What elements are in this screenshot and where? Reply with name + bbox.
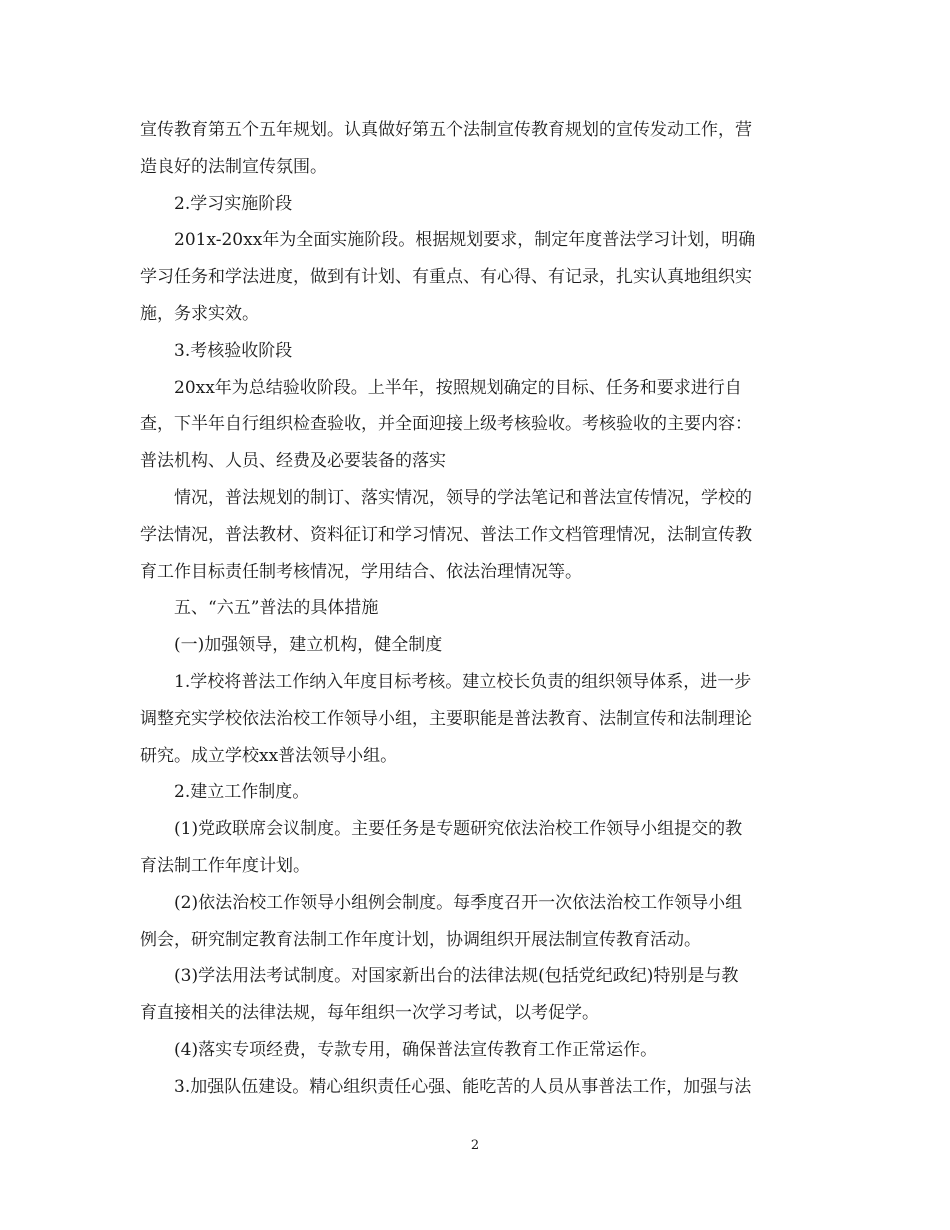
text-line: 1.学校将普法工作纳入年度目标考核。建立校长负责的组织领导体系，进一步 (174, 671, 752, 692)
text-line: 20xx年为总结验收阶段。上半年，按照规划确定的目标、任务和要求进行自 (174, 377, 742, 398)
text-line: 育工作目标责任制考核情况，学用结合、依法治理情况等。 (140, 561, 582, 582)
text-line: 学法情况，普法教材、资料征订和学习情况、普法工作文档管理情况，法制宣传教 (140, 524, 752, 545)
page-number: 2 (470, 1138, 480, 1153)
text-line: 2.建立工作制度。 (174, 782, 310, 803)
text-line: 育直接相关的法律法规，每年组织一次学习考试，以考促学。 (140, 1003, 599, 1024)
text-line: 普法机构、人员、经费及必要装备的落实 (140, 451, 446, 472)
text-line: 情况，普法规划的制订、落实情况，领导的学法笔记和普法宣传情况，学校的 (174, 487, 752, 508)
text-line: 3.加强队伍建设。精心组织责任心强、能吃苦的人员从事普法工作，加强与法 (174, 1076, 752, 1097)
text-line: (2)依法治校工作领导小组例会制度。每季度召开一次依法治校工作领导小组 (174, 892, 743, 913)
text-line: 育法制工作年度计划。 (140, 855, 310, 876)
text-line: 查，下半年自行组织检查验收，并全面迎接上级考核验收。考核验收的主要内容： (140, 414, 752, 435)
text-line: 201x-20xx年为全面实施阶段。根据规划要求，制定年度普法学习计划，明确 (174, 230, 756, 251)
section-heading: 3.考核验收阶段 (174, 340, 293, 361)
text-line: 调整充实学校依法治校工作领导小组，主要职能是普法教育、法制宣传和法制理论 (140, 708, 752, 729)
text-line: (3)学法用法考试制度。对国家新出台的法律法规(包括党纪政纪)特别是与教 (174, 966, 739, 987)
section-heading: 2.学习实施阶段 (174, 193, 293, 214)
text-line: (1)党政联席会议制度。主要任务是专题研究依法治校工作领导小组提交的教 (174, 819, 743, 840)
text-line: 学习任务和学法进度，做到有计划、有重点、有心得、有记录，扎实认真地组织实 (140, 267, 752, 288)
text-line: 造良好的法制宣传氛围。 (140, 156, 327, 177)
section-heading: 五、“六五”普法的具体措施 (174, 598, 379, 619)
text-line: (4)落实专项经费，专款专用，确保普法宣传教育工作正常运作。 (174, 1039, 658, 1060)
text-line: 例会，研究制定教育法制工作年度计划，协调组织开展法制宣传教育活动。 (140, 929, 701, 950)
document-body (140, 112, 820, 1106)
text-line: 施，务求实效。 (140, 303, 259, 324)
text-line: 研究。成立学校xx普法领导小组。 (140, 745, 398, 766)
subsection-heading: (一)加强领导，建立机构，健全制度 (174, 635, 443, 656)
text-line: 宣传教育第五个五年规划。认真做好第五个法制宣传教育规划的宣传发动工作，营 (140, 120, 752, 140)
